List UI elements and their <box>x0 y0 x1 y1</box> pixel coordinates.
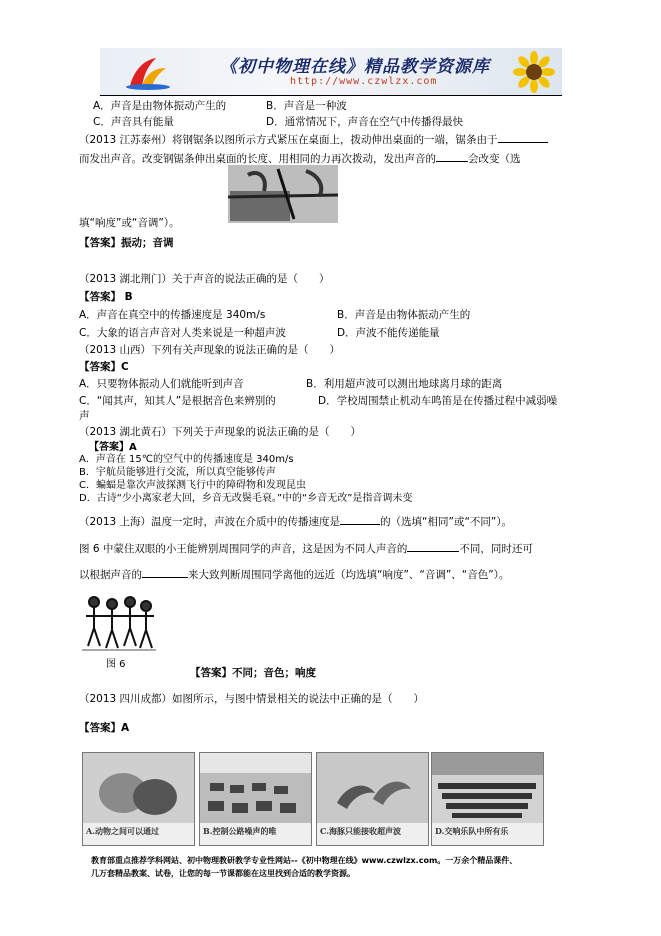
q4-answer: 【答案】A <box>89 442 137 453</box>
q3-answer: 【答案】C <box>79 361 129 373</box>
q1-stem-line3: 填“响度”或“音调”）。 <box>79 217 180 229</box>
q3-option-b: B．利用超声波可以测出地球离月球的距离 <box>306 378 503 390</box>
q6-stem: （2013 四川成都）如图所示，与图中情景相关的说法中正确的是（ ） <box>79 693 425 705</box>
q3-stem: （2013 山西）下列有关声现象的说法正确的是（ ） <box>79 344 341 356</box>
footer-line1: 教育部重点推荐学科网站、初中物理教研教学专业性网站--《初中物理在线》www.czwlzx.com。一万余个精品课件、 <box>91 856 518 865</box>
q1-figure-saw <box>228 165 338 223</box>
sunflower-icon <box>512 50 556 94</box>
q2-answer: 【答案】 B <box>79 291 133 303</box>
q3-option-d-line2: 声 <box>79 410 90 422</box>
q1-blank-2 <box>436 151 468 162</box>
q5-figure-children <box>82 592 156 654</box>
q1-text-2a: 而发出声音。改变钢锯条伸出桌面的长度、用相同的力再次拨动，发出声音的 <box>79 153 436 165</box>
q5-text-2b: 不同，同时还可 <box>459 543 533 555</box>
logo-icon <box>120 52 176 92</box>
q0-option-c: C．声音具有能量 <box>93 116 174 128</box>
q4-option-a: A．声音在 15℃的空气中的传播速度是 340m/s <box>79 454 294 465</box>
q2-stem: （2013 湖北荆门）关于声音的说法正确的是（ ） <box>79 273 330 285</box>
q5-blank-2 <box>407 541 459 552</box>
q6-answer: 【答案】A <box>79 722 130 734</box>
q6-caption-a: A.动物之间可以通过 <box>86 826 159 836</box>
footer-line2: 几万套精品教案、试卷，让您的每一节课都能在这里找到合适的教学资源。 <box>91 869 355 878</box>
q2-option-d: D．声波不能传递能量 <box>337 327 440 339</box>
q5-line3 <box>79 567 509 582</box>
q4-option-d: D．古诗“少小离家老大回，乡音无改鬓毛衰。”中的“乡音无改”是指音调未变 <box>79 493 413 504</box>
q5-text-3a: 以根据声音的 <box>79 569 142 581</box>
q3-option-c: C．“闻其声，知其人”是根据音色来辨别的 <box>79 395 276 407</box>
header-banner <box>100 48 562 96</box>
q1-blank-1 <box>498 132 548 143</box>
q6-caption-d: D.交响乐队中所有乐 <box>435 826 509 836</box>
q5-answer: 【答案】不同；音色；响度 <box>190 667 316 679</box>
q5-text-1a: （2013 上海）温度一定时，声波在介质中的传播速度是 <box>79 516 341 528</box>
q6-caption-c: C.海豚只能接收超声波 <box>320 826 402 836</box>
q2-option-c: C．大象的语言声音对人类来说是一种超声波 <box>79 327 286 339</box>
q1-stem-line2 <box>79 151 521 166</box>
q5-text-1b: 的（选填“相同”或“不同”）。 <box>380 516 513 528</box>
q5-blank-1 <box>340 514 380 525</box>
q5-text-3b: 来大致判断周围同学离他的远近（均选填“响度”、“音调”、“音色”）。 <box>188 569 510 581</box>
q5-blank-3 <box>142 567 188 578</box>
q0-option-d: D．通常情况下，声音在空气中传播得最快 <box>266 116 464 128</box>
q4-option-b: B．宇航员能够进行交流，所以真空能够传声 <box>79 467 276 478</box>
q1-stem-line1 <box>79 132 548 147</box>
q1-text-1: （2013 江苏泰州）将钢锯条以图所示方式紧压在桌面上，拨动伸出桌面的一端，锯条由于 <box>79 134 498 146</box>
q3-option-d-line1: D．学校周围禁止机动车鸣笛是在传播过程中减弱噪 <box>318 395 558 407</box>
header-rule <box>100 95 562 96</box>
q6-caption-b: B.控制公路噪声的唯 <box>203 826 277 836</box>
q2-option-b: B．声音是由物体振动产生的 <box>337 309 471 321</box>
q5-figure-label: 图 6 <box>106 659 126 670</box>
q4-stem: （2013 湖北黄石）下列关于声现象的说法正确的是（ ） <box>79 426 362 438</box>
q5-line2 <box>79 541 533 556</box>
q0-option-b: B．声音是一种波 <box>266 100 347 112</box>
q4-option-c: C．蝙蝠是靠次声波探测飞行中的障碍物和发现昆虫 <box>79 480 306 491</box>
header-title: 《初中物理在线》精品教学资源库 <box>220 57 490 77</box>
q5-line1 <box>79 514 512 529</box>
q1-answer: 【答案】振动；音调 <box>79 237 174 249</box>
header-url[interactable]: http://www.czwlzx.com <box>290 76 438 87</box>
q0-option-a: A．声音是由物体振动产生的 <box>93 100 227 112</box>
q3-option-a: A．只要物体振动人们就能听到声音 <box>79 378 244 390</box>
q1-text-2b: 会改变（选 <box>468 153 521 165</box>
q5-text-2a: 图 6 中蒙住双眼的小王能辨别周围同学的声音，这是因为不同人声音的 <box>79 543 408 555</box>
q2-option-a: A．声音在真空中的传播速度是 340m/s <box>79 309 266 321</box>
